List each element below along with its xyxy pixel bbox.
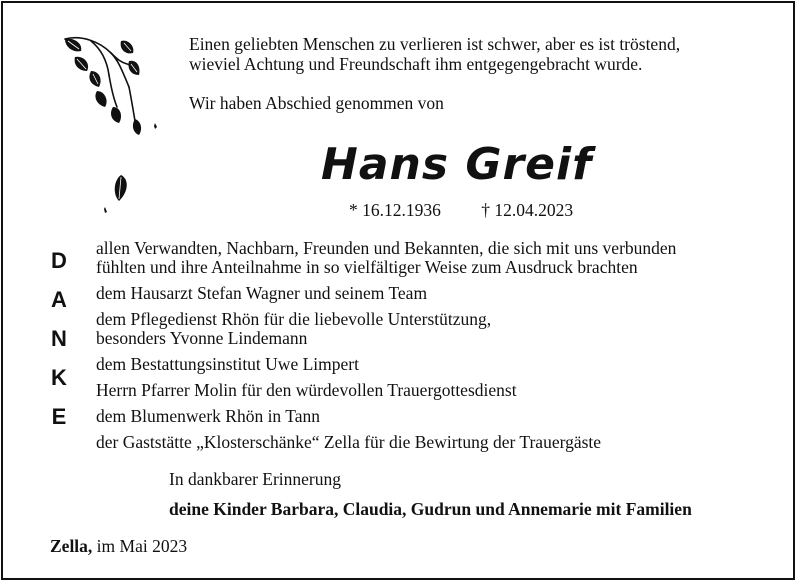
thanks-line: fühlten und ihre Anteilnahme in so vielfältiger Weise zum Ausdruck brachten [96, 257, 638, 277]
intro-line: Einen geliebten Menschen zu verlieren ist schwer, aber es ist tröstend, [189, 34, 681, 54]
thanks-line: dem Hausarzt Stefan Wagner und seinem Team [96, 283, 428, 303]
farewell-text: Wir haben Abschied genommen von [189, 93, 444, 113]
life-dates [349, 200, 573, 221]
birth-date: * 16.12.1936 [349, 200, 441, 220]
thanks-line: dem Bestattungsinstitut Uwe Limpert [96, 354, 359, 374]
birch-branch-icon [51, 31, 166, 143]
danke-letter: D [51, 248, 67, 273]
memory-line: In dankbarer Erinnerung [169, 469, 342, 489]
danke-letter: N [51, 326, 67, 351]
danke-letter: E [51, 404, 67, 429]
thanks-list [96, 239, 676, 452]
falling-leaf-icon [101, 173, 135, 217]
thanks-line: allen Verwandten, Nachbarn, Freunden und Bekannten, die sich mit uns verbunden [96, 238, 677, 258]
place-town: Zella, [50, 536, 93, 556]
thanks-line: dem Blumenwerk Rhön in Tann [96, 406, 320, 426]
deceased-name: Hans Greif [321, 139, 593, 190]
place-month: im Mai 2023 [96, 536, 188, 556]
thanks-line: Herrn Pfarrer Molin für den würdevollen Trauergottesdienst [96, 380, 517, 400]
family-line: deine Kinder Barbara, Claudia, Gudrun und Annemarie mit Familien [169, 499, 692, 519]
intro-line: wieviel Achtung und Freundschaft ihm entgegengebracht wurde. [189, 54, 643, 74]
thanks-line: dem Pflegedienst Rhön für die liebevolle Unterstützung, [96, 309, 492, 329]
obituary-notice [1, 1, 795, 580]
death-date: † 12.04.2023 [481, 200, 574, 220]
danke-letter: K [51, 365, 67, 390]
thanks-line: besonders Yvonne Lindemann [96, 328, 308, 348]
place-date [50, 536, 187, 557]
intro-text [189, 34, 680, 74]
danke-letter: A [51, 287, 67, 312]
danke-vertical [43, 247, 75, 442]
thanks-line: der Gaststätte „Klosterschänke“ Zella für die Bewirtung der Trauergäste [96, 432, 602, 452]
closing-signature [169, 469, 692, 520]
